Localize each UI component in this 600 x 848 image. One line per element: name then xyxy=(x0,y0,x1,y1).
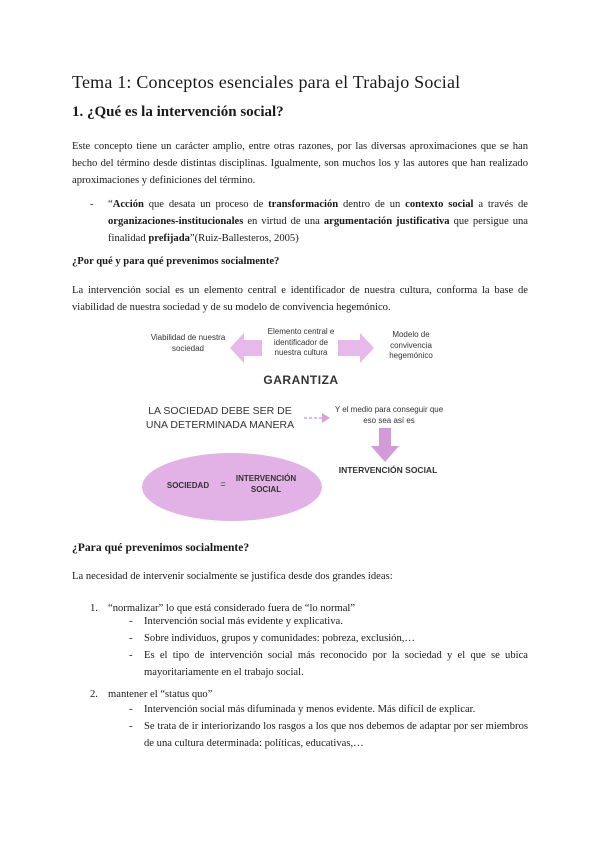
idea-label: mantener el “status quo” xyxy=(108,689,213,700)
social-intervention-label: INTERVENCIÓN SOCIAL xyxy=(338,465,438,475)
idea-number: 2. xyxy=(90,689,98,700)
question-heading-1: ¿Por qué y para qué prevenimos socialmente? xyxy=(72,256,280,267)
sub-bullet: - xyxy=(129,721,133,732)
definition-bullet: - xyxy=(90,199,94,210)
sub-bullet: - xyxy=(129,633,133,644)
idea-item: Es el tipo de intervención social más reconocido por la sociedad y el que se ubica mayoritariamente en el trabajo social. xyxy=(144,650,528,678)
idea-item: Sobre individuos, grupos y comunidades: pobreza, exclusión,… xyxy=(144,633,415,644)
definition-quote: “Acción que desata un proceso de transformación dentro de un contexto social a través de organizaciones-institucionales en virtud de una argumentación justificativa que persigue una finalidad prefijada”(Ruiz-Ballesteros, 2005) xyxy=(108,199,528,244)
idea-number: 1. xyxy=(90,603,98,614)
society-must-label: LA SOCIEDAD DEBE SER DE UNA DETERMINADA MANERA xyxy=(145,405,295,431)
right-label: Modelo de convivencia hegemónico xyxy=(389,330,433,360)
right-arrow xyxy=(338,333,374,363)
idea-item: Se trata de ir interiorizando los rasgos a los que nos debemos de adaptar por ser miembros de una cultura determinada: políticas, educativas,… xyxy=(144,721,528,749)
sub-bullet: - xyxy=(129,704,133,715)
section-heading: 1. ¿Qué es la intervención social? xyxy=(72,104,284,120)
means-label: Y el medio para conseguir que eso sea así es xyxy=(334,405,444,425)
intro-paragraph: Este concepto tiene un carácter amplio, entre otras razones, por las diversas aproximaciones que se han hecho del término desde distintas disciplinas. Igualmente, son muchos los y las autores que han realizado aproximaciones y definiciones del término. xyxy=(72,141,528,186)
guarantee-label: GARANTIZA xyxy=(263,373,339,387)
two-ideas-paragraph: La necesidad de intervenir socialmente se justifica desde dos grandes ideas: xyxy=(72,571,393,582)
ellipse-society-label: SOCIEDAD xyxy=(166,481,210,490)
ellipse-intervention-label: INTERVENCIÓN SOCIAL xyxy=(235,474,297,494)
down-arrow xyxy=(371,428,399,462)
ellipse-equals-sign: = xyxy=(220,479,226,489)
culture-paragraph: La intervención social es un elemento central e identificador de nuestra cultura, conforma la base de viabilidad de nuestra sociedad y de su modelo de convivencia hegemónico. xyxy=(72,285,528,313)
left-label: Viabilidad de nuestra sociedad xyxy=(150,333,226,353)
sub-bullet: - xyxy=(129,616,133,627)
center-label: Elemento central e identificador de nuestra cultura xyxy=(267,327,335,357)
idea-item: Intervención social más difuminada y menos evidente. Más difícil de explicar. xyxy=(144,704,476,715)
document-title: Tema 1: Conceptos esenciales para el Trabajo Social xyxy=(72,72,461,92)
idea-label: “normalizar” lo que está considerado fuera de “lo normal” xyxy=(108,603,356,614)
dashed-arrow-head xyxy=(322,413,330,423)
idea-item: Intervención social más evidente y explicativa. xyxy=(144,616,343,627)
question-heading-2: ¿Para qué prevenimos socialmente? xyxy=(72,541,250,554)
left-arrow xyxy=(230,333,262,363)
sub-bullet: - xyxy=(129,650,133,661)
